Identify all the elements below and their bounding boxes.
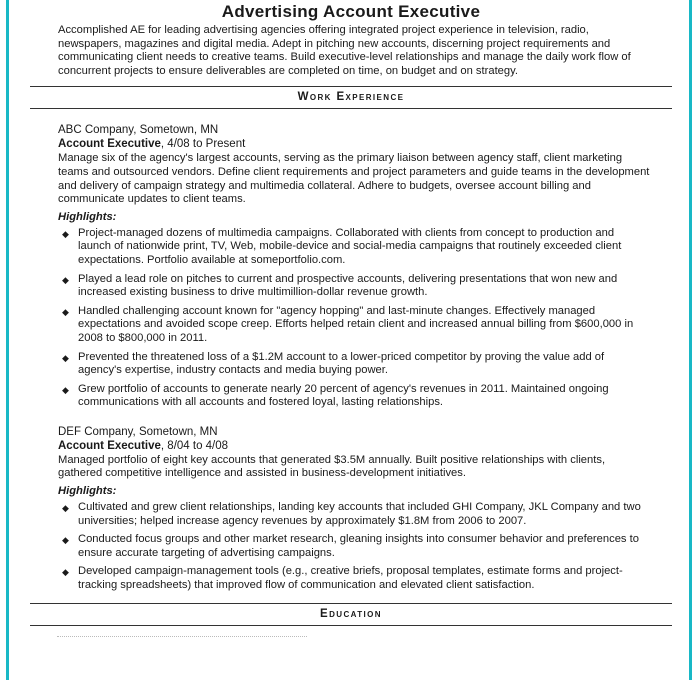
bullet-icon: ◆: [62, 306, 69, 317]
highlight-item: [58, 501, 650, 528]
highlight-item: [58, 227, 650, 268]
highlight-text: Conducted focus groups and other market research, gleaning insights into consumer behavior and preferences to ensure accurate targeting of advertising campaigns.: [78, 533, 639, 559]
highlight-text: Played a lead role on pitches to current and prospective accounts, delivering presentations that won new and increased existing business to drive multimillion-dollar revenue growth.: [78, 272, 618, 299]
job-dates: , 4/08 to Present: [160, 138, 246, 151]
highlight-item: [58, 305, 650, 346]
bullet-icon: ◆: [62, 352, 69, 363]
highlight-item: [58, 565, 650, 592]
highlights-label: Highlights:: [58, 485, 117, 498]
highlight-text: Cultivated and grew client relationships, landing key accounts that included GHI Company, JKL Company and two universities; helped increase agency revenues by approximately $1.8M from 2006 to 2007.: [78, 501, 641, 527]
section-heading-label: Work Experience: [297, 91, 405, 104]
job-company: ABC Company, Sometown, MN: [58, 124, 219, 137]
job-role: Account Executive: [58, 138, 161, 151]
bullet-icon: ◆: [62, 503, 69, 514]
job-title-line: [58, 137, 650, 151]
resume-title: Advertising Account Executive: [221, 2, 481, 21]
highlights-list: [58, 227, 650, 410]
bullet-icon: ◆: [62, 535, 69, 546]
section-heading-education: [30, 603, 672, 626]
job-description: Managed portfolio of eight key accounts that generated $3.5M annually. Built positive relationships with clients, gathered competitive intelligence and assisted in business-development initiatives.: [58, 453, 606, 480]
bullet-icon: ◆: [62, 274, 69, 285]
divider: [57, 636, 307, 638]
highlight-text: Developed campaign-management tools (e.g., creative briefs, proposal templates, estimate forms and project-tracking spreadsheets) that improved flow of communication and elevated client satisfaction.: [78, 565, 623, 592]
job-description: Manage six of the agency's largest accounts, serving as the primary liaison between agency staff, client marketing teams and outsourced vendors. Define client requirements and project parameters and guide teams in the development and delivery of campaign strategy and multimedia collateral. Adhere to budgets, oversee account billing and communicate updates to client teams.: [58, 152, 650, 206]
job-title-line: [58, 439, 650, 453]
highlight-item: [58, 351, 650, 378]
highlight-item: [58, 383, 650, 410]
job-entry: [58, 123, 650, 410]
job-company: DEF Company, Sometown, MN: [58, 425, 218, 438]
highlight-text: Prevented the threatened loss of a $1.2M account to a lower-priced competitor by proving the value add of agency's expertise, industry contacts and media buying power.: [78, 350, 605, 377]
bullet-icon: ◆: [62, 567, 69, 578]
bullet-icon: ◆: [62, 384, 69, 395]
section-heading-label: Education: [320, 607, 382, 620]
job-role: Account Executive: [58, 439, 161, 452]
highlight-text: Grew portfolio of accounts to generate nearly 20 percent of agency's revenues in 2011. Maintained ongoing communications with all accounts and fostered loyal, lasting relationships.: [78, 382, 609, 409]
professional-summary: Accomplished AE for leading advertising agencies offering integrated project experience in television, radio, newspapers, magazines and digital media. Adept in pitching new accounts, discerning project requirements and communicating client needs to creative teams. Build executive-level relationships and manage the daily work flow of concurrent projects to ensure deliverables are completed on time, on budget and on strategy.: [58, 24, 631, 77]
section-heading-work-experience: [30, 86, 672, 109]
bullet-icon: ◆: [62, 228, 69, 239]
highlights-label: Highlights:: [58, 210, 117, 223]
highlights-list: [58, 501, 650, 593]
highlight-item: [58, 273, 650, 300]
resume-page: [30, 0, 672, 640]
job-dates: , 8/04 to 4/08: [160, 439, 229, 452]
highlight-item: [58, 533, 650, 560]
highlight-text: Project-managed dozens of multimedia campaigns. Collaborated with clients from concept to production and launch of nationwide print, TV, Web, mobile-device and social-media campaigns that routinely exceeded client expectations. Portfolio available at someportfolio.com.: [78, 226, 622, 266]
highlight-text: Handled challenging account known for "agency hopping" and last-minute changes. Effectively managed expectations and avoided scope creep. Efforts helped retain client and increased annual billing from $600,000 in 2008 to $800,000 in 2011.: [78, 304, 634, 344]
job-entry: [58, 425, 650, 593]
